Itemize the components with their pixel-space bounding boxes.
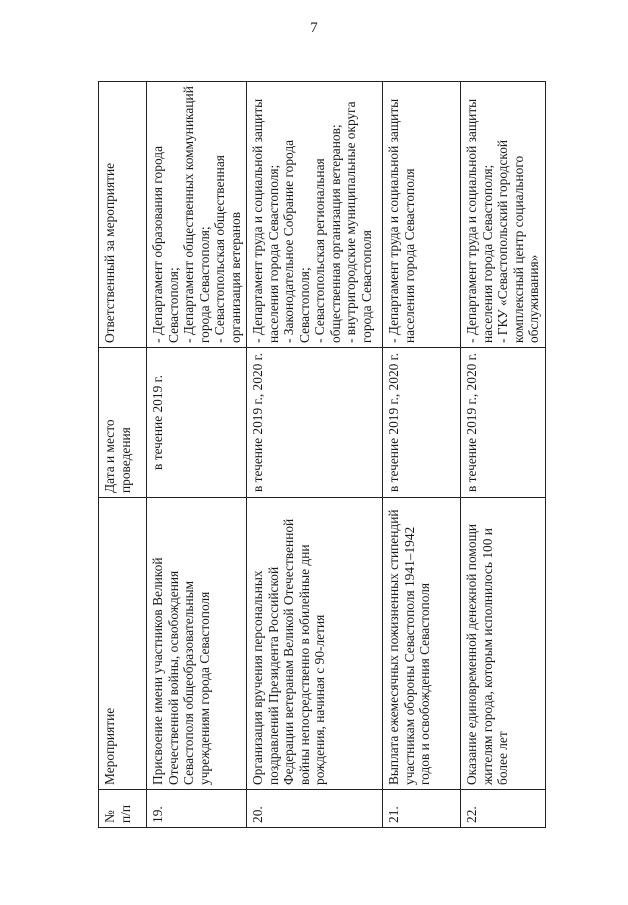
events-table (98, 81, 546, 828)
table-row (247, 82, 383, 828)
header-event: Мероприятие (99, 498, 147, 790)
responsible-line: - Севастопольская региональная общественная организация ветеранов; (312, 124, 343, 343)
responsible-line: - Севастопольская общественная организация ветеранов (212, 155, 243, 343)
header-date: Дата и место проведения (99, 348, 147, 498)
responsible-line: - Департамент труда и социальной защиты населения города Севастополя; (464, 98, 495, 343)
responsible-line: - внутригородские муниципальные округа города Севастополя (343, 101, 374, 343)
table-row (147, 82, 247, 828)
row-responsible (247, 82, 383, 348)
row-number: 22. (461, 790, 546, 828)
row-responsible (461, 82, 546, 348)
row-event: Присвоение имени участников Великой Отечественной войны, освобождения Севастополя общеобразовательным учреждениям города Севастополя (147, 498, 247, 790)
row-date: в течение 2019 г. (147, 348, 247, 498)
table-header-row (99, 82, 147, 828)
responsible-line: - Департамент образования города Севастополя; (150, 145, 181, 343)
row-responsible (383, 82, 461, 348)
page-number: 7 (310, 20, 318, 36)
row-number: 20. (247, 790, 383, 828)
responsible-line: - Департамент общественных коммуникаций города Севастополя; (181, 86, 212, 343)
header-number-abbr: п/п (117, 804, 133, 823)
row-date: в течение 2019 г., 2020 г. (383, 348, 461, 498)
row-responsible (147, 82, 247, 348)
table-row (383, 82, 461, 828)
row-number: 21. (383, 790, 461, 828)
responsible-line: - Департамент труда и социальной защиты населения города Севастополя (386, 98, 417, 343)
responsible-line: - Законодательное Собрание города Севастополя; (281, 139, 312, 343)
responsible-line: - Департамент труда и социальной защиты населения города Севастополя; (250, 98, 281, 343)
header-number (99, 790, 147, 828)
row-event: Организация вручения персональных поздравлений Президента Российской Федерации ветеранам Великой Отечественной войны непосредственно в юбилейные дни рождения, начиная с 90-летия (247, 498, 383, 790)
row-number: 19. (147, 790, 247, 828)
responsible-line: - ГКУ «Севастопольский городской комплексный центр социального обслуживания» (495, 139, 541, 343)
row-event: Выплата ежемесячных пожизненных стипендий участникам обороны Севастополя 1941–1942 годов и освобождения Севастополя (383, 498, 461, 790)
rotated-table-wrapper (98, 82, 541, 828)
row-date: в течение 2019 г., 2020 г. (247, 348, 383, 498)
row-event: Оказание единовременной денежной помощи жителям города, которым исполнилось 100 и более лет (461, 498, 546, 790)
header-responsible: Ответственный за мероприятие (99, 82, 147, 348)
header-number-symbol: № (102, 810, 117, 823)
table-row (461, 82, 546, 828)
row-date: в течение 2019 г., 2020 г. (461, 348, 546, 498)
